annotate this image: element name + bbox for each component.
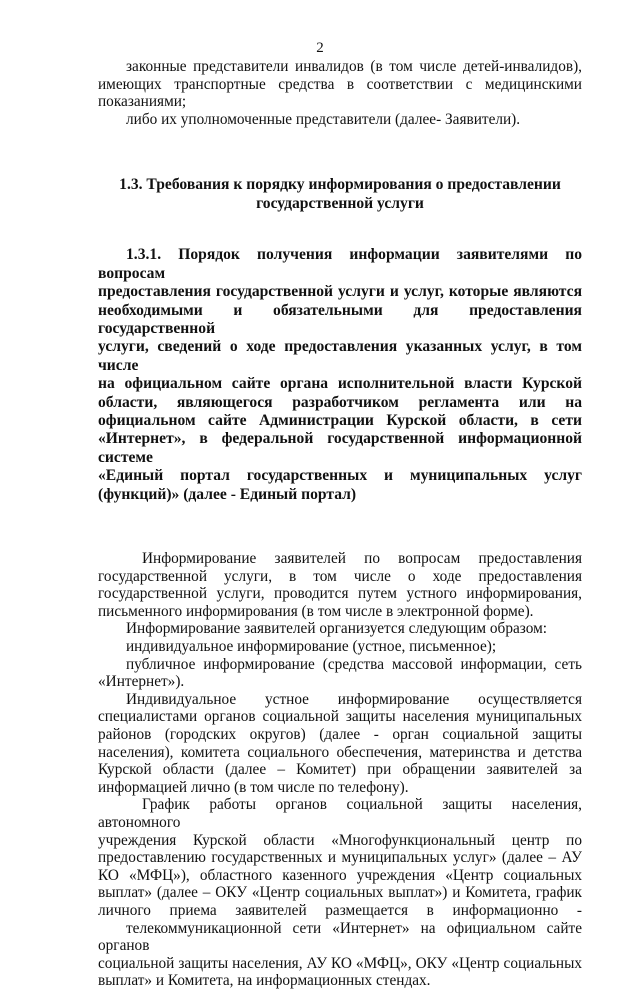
text-line: письменного информирования (в том числе в электронной форме). <box>98 602 534 620</box>
text-line: специалистами органов социальной защиты населения муниципальных <box>98 708 582 726</box>
text-line: населения), комитета социального обеспечения, материнства и детства <box>98 743 582 761</box>
text-line: учреждения Курской области «Многофункциональный центр по <box>98 831 582 849</box>
text-line: информацией лично (в том числе по телефону). <box>98 778 409 796</box>
heading-line: государственной услуги <box>256 195 424 213</box>
text-line: Информирование заявителей организуется следующим образом: <box>126 620 548 638</box>
text-line: государственной услуги, проводится путем устного информирования, <box>98 585 582 603</box>
heading-line: официальном сайте Администрации Курской области, в сети <box>98 412 582 430</box>
text-line: публичное информирование (средства массовой информации, сеть <box>126 655 582 673</box>
page-number: 2 <box>316 40 324 56</box>
text-line: Индивидуальное устное информирование осуществляется <box>126 690 582 708</box>
text-line: телекоммуникационной сети «Интернет» на официальном сайте органов <box>98 919 582 955</box>
heading-line: «Единый портал государственных и муниципальных услуг <box>98 467 582 485</box>
heading-line: предоставления государственной услуги и услуг, которые являются <box>98 283 582 301</box>
heading-line: 1.3.1. Порядок получения информации заявителями по вопросам <box>98 246 582 282</box>
text-line: Информирование заявителей по вопросам предоставления <box>142 550 582 568</box>
text-line: «Интернет»). <box>98 673 185 691</box>
heading-line: услуги, сведений о ходе предоставления указанных услуг, в том числе <box>98 338 582 374</box>
section-heading <box>98 175 582 213</box>
document-body <box>98 58 582 990</box>
heading-line: «Интернет», в федеральной государственной информационной системе <box>98 430 582 466</box>
text-line: выплат» (далее – ОКУ «Центр социальных выплат») и Комитета, график <box>98 884 582 902</box>
text-line: районов (городских округов) (далее - орган социальной защиты <box>98 726 582 743</box>
text-line: График работы органов социальной защиты населения, автономного <box>98 796 582 831</box>
text-line: выплат» и Комитета, на информационных стендах. <box>98 972 431 990</box>
text-line: КО «МФЦ»), областного казенного учреждения «Центр социальных <box>98 866 582 884</box>
body-text <box>98 550 582 990</box>
heading-line: 1.3. Требования к порядку информирования о предоставлении <box>119 176 561 194</box>
text-line: социальной защиты населения, АУ КО «МФЦ», ОКУ «Центр социальных <box>98 954 582 972</box>
text-line: законные представители инвалидов (в том числе детей-инвалидов), <box>126 58 582 75</box>
heading-line: области, являющегося разработчиком регламента или на <box>98 393 582 411</box>
text-line: государственной услуги, в том числе о ходе предоставления <box>98 567 582 585</box>
text-line: либо их уполномоченные представители (далее- Заявители). <box>126 110 521 128</box>
intro-paragraph <box>98 58 582 128</box>
text-line: личного приема заявителей размещается в информационно - <box>98 901 582 919</box>
heading-line: необходимыми и обязательными для предоставления государственной <box>98 301 582 337</box>
heading-line: на официальном сайте органа исполнительной власти Курской <box>98 375 582 393</box>
subsection-heading <box>98 246 582 504</box>
text-line: предоставлению государственных и муниципальных услуг» (далее – АУ <box>98 849 582 867</box>
text-line: Курской области (далее – Комитет) при обращении заявителей за <box>98 761 582 779</box>
text-line: индивидуальное информирование (устное, письменное); <box>126 638 497 656</box>
text-line: имеющих транспортные средства в соответствии с медицинскими <box>98 75 582 93</box>
text-line: показаниями; <box>98 93 187 111</box>
heading-line: (функций)» (далее - Единый портал) <box>98 485 357 503</box>
